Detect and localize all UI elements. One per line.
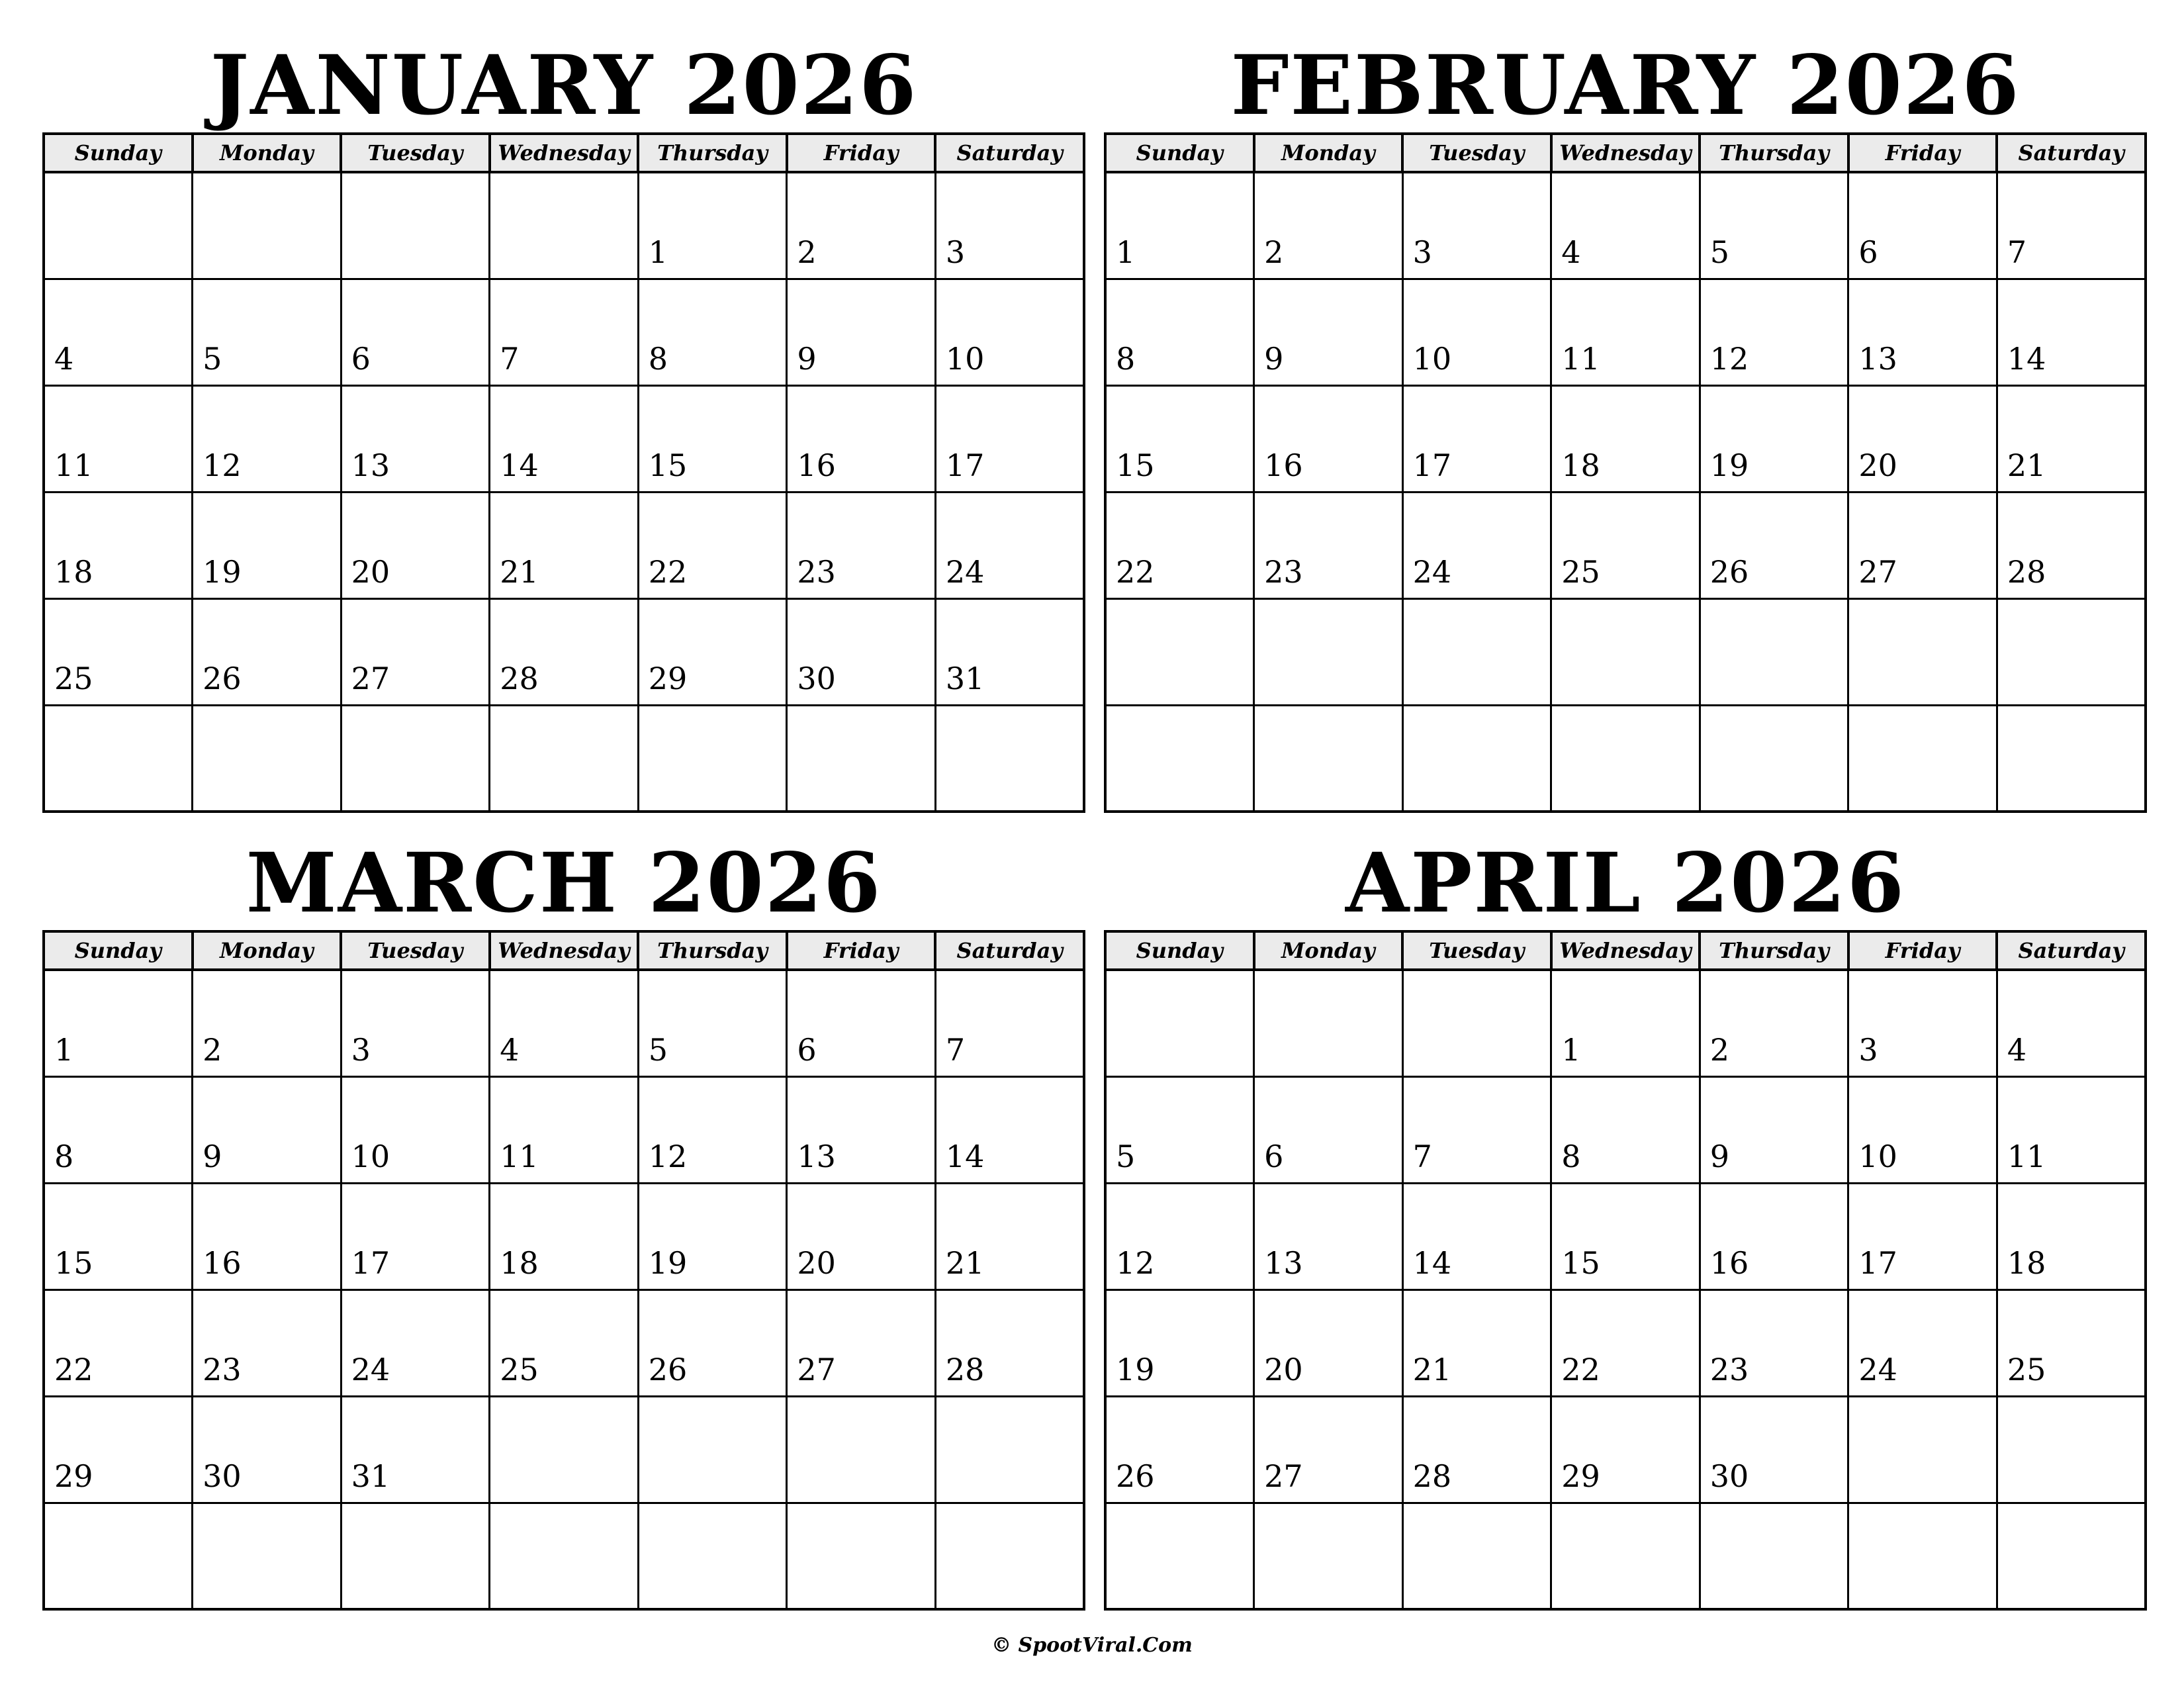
day-cell bbox=[787, 1503, 936, 1609]
day-cell: 12 bbox=[638, 1076, 787, 1183]
day-cell bbox=[787, 705, 936, 812]
day-cell bbox=[44, 705, 193, 812]
weekday-label-thursday: Thursday bbox=[638, 134, 787, 172]
day-cell bbox=[1254, 598, 1403, 705]
week-row bbox=[44, 1396, 1084, 1503]
day-cell: 24 bbox=[935, 492, 1084, 598]
day-cell bbox=[193, 172, 341, 279]
day-cell: 22 bbox=[44, 1289, 193, 1396]
day-cell: 10 bbox=[341, 1076, 490, 1183]
day-cell: 4 bbox=[1551, 172, 1700, 279]
day-cell: 5 bbox=[1700, 172, 1848, 279]
day-cell: 22 bbox=[1105, 492, 1254, 598]
day-cell: 1 bbox=[44, 970, 193, 1076]
week-row bbox=[1105, 385, 2146, 492]
day-cell bbox=[341, 705, 490, 812]
day-cell: 28 bbox=[1997, 492, 2146, 598]
day-cell: 1 bbox=[638, 172, 787, 279]
day-cell: 13 bbox=[1848, 279, 1997, 385]
day-cell: 7 bbox=[1402, 1076, 1551, 1183]
weekday-label-tuesday: Tuesday bbox=[341, 134, 490, 172]
day-cell: 14 bbox=[935, 1076, 1084, 1183]
day-cell: 20 bbox=[787, 1183, 936, 1289]
weekday-label-monday: Monday bbox=[1254, 931, 1403, 970]
week-row bbox=[1105, 705, 2146, 812]
calendar-body bbox=[44, 970, 1084, 1609]
weekday-label-thursday: Thursday bbox=[1700, 134, 1848, 172]
weekday-label-sunday: Sunday bbox=[44, 134, 193, 172]
day-cell: 16 bbox=[787, 385, 936, 492]
week-row bbox=[1105, 1396, 2146, 1503]
day-cell: 11 bbox=[1997, 1076, 2146, 1183]
day-cell bbox=[490, 172, 639, 279]
day-cell bbox=[1700, 1503, 1848, 1609]
day-cell: 11 bbox=[44, 385, 193, 492]
day-cell: 26 bbox=[1105, 1396, 1254, 1503]
day-cell: 4 bbox=[44, 279, 193, 385]
month-january bbox=[42, 7, 1085, 813]
weekday-label-monday: Monday bbox=[1254, 134, 1403, 172]
day-cell: 13 bbox=[1254, 1183, 1403, 1289]
weekday-label-saturday: Saturday bbox=[935, 931, 1084, 970]
day-cell: 28 bbox=[1402, 1396, 1551, 1503]
day-cell: 16 bbox=[1254, 385, 1403, 492]
day-cell bbox=[1848, 598, 1997, 705]
day-cell bbox=[490, 1503, 639, 1609]
day-cell: 31 bbox=[341, 1396, 490, 1503]
day-cell: 10 bbox=[1848, 1076, 1997, 1183]
weekday-label-monday: Monday bbox=[193, 134, 341, 172]
day-cell bbox=[1402, 598, 1551, 705]
day-cell: 25 bbox=[490, 1289, 639, 1396]
day-cell: 14 bbox=[1997, 279, 2146, 385]
day-cell: 17 bbox=[1402, 385, 1551, 492]
day-cell: 17 bbox=[341, 1183, 490, 1289]
day-cell bbox=[1402, 970, 1551, 1076]
day-cell: 19 bbox=[1105, 1289, 1254, 1396]
day-cell: 7 bbox=[1997, 172, 2146, 279]
day-cell bbox=[638, 1503, 787, 1609]
day-cell: 31 bbox=[935, 598, 1084, 705]
weekday-label-wednesday: Wednesday bbox=[1551, 134, 1700, 172]
day-cell bbox=[1551, 1503, 1700, 1609]
day-cell: 6 bbox=[1254, 1076, 1403, 1183]
day-cell bbox=[1551, 598, 1700, 705]
weekday-label-sunday: Sunday bbox=[1105, 931, 1254, 970]
week-row bbox=[44, 172, 1084, 279]
day-cell: 12 bbox=[1700, 279, 1848, 385]
day-cell: 29 bbox=[1551, 1396, 1700, 1503]
day-cell: 5 bbox=[638, 970, 787, 1076]
day-cell: 22 bbox=[638, 492, 787, 598]
day-cell: 9 bbox=[1254, 279, 1403, 385]
day-cell: 18 bbox=[490, 1183, 639, 1289]
day-cell: 25 bbox=[1997, 1289, 2146, 1396]
day-cell: 27 bbox=[787, 1289, 936, 1396]
week-row bbox=[44, 705, 1084, 812]
week-row bbox=[1105, 1289, 2146, 1396]
weekday-label-thursday: Thursday bbox=[638, 931, 787, 970]
week-row bbox=[44, 1183, 1084, 1289]
day-cell bbox=[1997, 1503, 2146, 1609]
day-cell bbox=[638, 1396, 787, 1503]
calendar-grid bbox=[1104, 930, 2147, 1611]
weekday-header-row bbox=[44, 134, 1084, 172]
day-cell bbox=[935, 705, 1084, 812]
day-cell: 2 bbox=[1254, 172, 1403, 279]
calendar-body bbox=[1105, 172, 2146, 812]
day-cell: 14 bbox=[1402, 1183, 1551, 1289]
day-cell: 26 bbox=[638, 1289, 787, 1396]
day-cell: 27 bbox=[341, 598, 490, 705]
week-row bbox=[44, 598, 1084, 705]
day-cell: 22 bbox=[1551, 1289, 1700, 1396]
day-cell: 25 bbox=[44, 598, 193, 705]
day-cell bbox=[1105, 705, 1254, 812]
day-cell: 23 bbox=[193, 1289, 341, 1396]
day-cell: 15 bbox=[1105, 385, 1254, 492]
week-row bbox=[1105, 172, 2146, 279]
month-title: JANUARY 2026 bbox=[210, 38, 918, 134]
day-cell bbox=[44, 172, 193, 279]
day-cell bbox=[1997, 1396, 2146, 1503]
weekday-header-row bbox=[1105, 931, 2146, 970]
day-cell: 9 bbox=[787, 279, 936, 385]
day-cell bbox=[1254, 1503, 1403, 1609]
day-cell: 18 bbox=[1551, 385, 1700, 492]
day-cell: 2 bbox=[787, 172, 936, 279]
day-cell: 6 bbox=[787, 970, 936, 1076]
week-row bbox=[1105, 1503, 2146, 1609]
day-cell bbox=[1254, 970, 1403, 1076]
day-cell: 30 bbox=[193, 1396, 341, 1503]
day-cell: 5 bbox=[193, 279, 341, 385]
day-cell bbox=[1848, 1396, 1997, 1503]
day-cell: 20 bbox=[341, 492, 490, 598]
day-cell bbox=[1551, 705, 1700, 812]
weekday-label-sunday: Sunday bbox=[1105, 134, 1254, 172]
weekday-label-wednesday: Wednesday bbox=[490, 931, 639, 970]
calendar-grid bbox=[42, 930, 1085, 1611]
weekday-label-friday: Friday bbox=[787, 134, 936, 172]
week-row bbox=[44, 492, 1084, 598]
weekday-header-row bbox=[44, 931, 1084, 970]
day-cell bbox=[1105, 1503, 1254, 1609]
day-cell: 18 bbox=[44, 492, 193, 598]
day-cell: 27 bbox=[1254, 1396, 1403, 1503]
day-cell: 21 bbox=[490, 492, 639, 598]
day-cell bbox=[1254, 705, 1403, 812]
day-cell: 11 bbox=[490, 1076, 639, 1183]
day-cell: 29 bbox=[44, 1396, 193, 1503]
day-cell: 29 bbox=[638, 598, 787, 705]
weekday-label-thursday: Thursday bbox=[1700, 931, 1848, 970]
weekday-label-tuesday: Tuesday bbox=[341, 931, 490, 970]
day-cell: 20 bbox=[1848, 385, 1997, 492]
day-cell: 11 bbox=[1551, 279, 1700, 385]
day-cell bbox=[787, 1396, 936, 1503]
day-cell: 3 bbox=[935, 172, 1084, 279]
week-row bbox=[1105, 492, 2146, 598]
week-row bbox=[44, 1289, 1084, 1396]
day-cell: 5 bbox=[1105, 1076, 1254, 1183]
day-cell: 27 bbox=[1848, 492, 1997, 598]
week-row bbox=[1105, 970, 2146, 1076]
week-row bbox=[44, 970, 1084, 1076]
day-cell: 9 bbox=[1700, 1076, 1848, 1183]
calendar-grid bbox=[1104, 132, 2147, 813]
day-cell: 21 bbox=[1402, 1289, 1551, 1396]
day-cell: 25 bbox=[1551, 492, 1700, 598]
day-cell: 19 bbox=[638, 1183, 787, 1289]
day-cell: 15 bbox=[638, 385, 787, 492]
day-cell bbox=[935, 1396, 1084, 1503]
day-cell: 10 bbox=[935, 279, 1084, 385]
day-cell bbox=[935, 1503, 1084, 1609]
day-cell bbox=[1402, 1503, 1551, 1609]
weekday-label-saturday: Saturday bbox=[1997, 134, 2146, 172]
day-cell: 7 bbox=[935, 970, 1084, 1076]
day-cell bbox=[1105, 970, 1254, 1076]
day-cell: 21 bbox=[1997, 385, 2146, 492]
day-cell: 24 bbox=[1402, 492, 1551, 598]
day-cell bbox=[1997, 598, 2146, 705]
week-row bbox=[1105, 598, 2146, 705]
day-cell: 19 bbox=[1700, 385, 1848, 492]
day-cell bbox=[638, 705, 787, 812]
day-cell: 3 bbox=[1402, 172, 1551, 279]
day-cell: 19 bbox=[193, 492, 341, 598]
day-cell: 12 bbox=[1105, 1183, 1254, 1289]
weekday-label-monday: Monday bbox=[193, 931, 341, 970]
day-cell bbox=[490, 1396, 639, 1503]
day-cell: 24 bbox=[1848, 1289, 1997, 1396]
week-row bbox=[44, 385, 1084, 492]
day-cell: 23 bbox=[1700, 1289, 1848, 1396]
day-cell bbox=[490, 705, 639, 812]
day-cell: 23 bbox=[1254, 492, 1403, 598]
day-cell: 13 bbox=[787, 1076, 936, 1183]
day-cell: 14 bbox=[490, 385, 639, 492]
day-cell bbox=[1105, 598, 1254, 705]
day-cell: 15 bbox=[1551, 1183, 1700, 1289]
day-cell: 13 bbox=[341, 385, 490, 492]
month-title: MARCH 2026 bbox=[246, 835, 882, 931]
day-cell: 20 bbox=[1254, 1289, 1403, 1396]
day-cell: 1 bbox=[1551, 970, 1700, 1076]
weekday-label-friday: Friday bbox=[1848, 134, 1997, 172]
weekday-label-sunday: Sunday bbox=[44, 931, 193, 970]
day-cell: 8 bbox=[638, 279, 787, 385]
day-cell: 2 bbox=[1700, 970, 1848, 1076]
month-april bbox=[1104, 804, 2147, 1611]
day-cell bbox=[44, 1503, 193, 1609]
day-cell: 26 bbox=[1700, 492, 1848, 598]
day-cell bbox=[1848, 705, 1997, 812]
day-cell: 10 bbox=[1402, 279, 1551, 385]
week-row bbox=[44, 1503, 1084, 1609]
day-cell: 7 bbox=[490, 279, 639, 385]
day-cell bbox=[341, 1503, 490, 1609]
week-row bbox=[44, 279, 1084, 385]
week-row bbox=[1105, 279, 2146, 385]
calendar-body bbox=[44, 172, 1084, 812]
weekday-label-friday: Friday bbox=[787, 931, 936, 970]
day-cell bbox=[1848, 1503, 1997, 1609]
day-cell bbox=[1997, 705, 2146, 812]
day-cell: 28 bbox=[935, 1289, 1084, 1396]
day-cell: 8 bbox=[1105, 279, 1254, 385]
day-cell: 8 bbox=[1551, 1076, 1700, 1183]
day-cell bbox=[341, 172, 490, 279]
day-cell: 12 bbox=[193, 385, 341, 492]
weekday-label-saturday: Saturday bbox=[1997, 931, 2146, 970]
month-march bbox=[42, 804, 1085, 1611]
week-row bbox=[1105, 1076, 2146, 1183]
day-cell: 28 bbox=[490, 598, 639, 705]
day-cell: 15 bbox=[44, 1183, 193, 1289]
weekday-label-tuesday: Tuesday bbox=[1402, 134, 1551, 172]
month-february bbox=[1104, 7, 2147, 813]
week-row bbox=[1105, 1183, 2146, 1289]
day-cell: 4 bbox=[1997, 970, 2146, 1076]
weekday-label-friday: Friday bbox=[1848, 931, 1997, 970]
day-cell: 2 bbox=[193, 970, 341, 1076]
day-cell bbox=[193, 1503, 341, 1609]
day-cell: 9 bbox=[193, 1076, 341, 1183]
day-cell: 24 bbox=[341, 1289, 490, 1396]
day-cell: 23 bbox=[787, 492, 936, 598]
calendar-body bbox=[1105, 970, 2146, 1609]
day-cell: 17 bbox=[935, 385, 1084, 492]
weekday-label-wednesday: Wednesday bbox=[1551, 931, 1700, 970]
weekday-label-wednesday: Wednesday bbox=[490, 134, 639, 172]
day-cell: 6 bbox=[341, 279, 490, 385]
day-cell bbox=[1402, 705, 1551, 812]
day-cell: 30 bbox=[1700, 1396, 1848, 1503]
day-cell: 8 bbox=[44, 1076, 193, 1183]
day-cell: 18 bbox=[1997, 1183, 2146, 1289]
day-cell: 16 bbox=[193, 1183, 341, 1289]
day-cell: 4 bbox=[490, 970, 639, 1076]
weekday-label-saturday: Saturday bbox=[935, 134, 1084, 172]
weekday-label-tuesday: Tuesday bbox=[1402, 931, 1551, 970]
day-cell: 26 bbox=[193, 598, 341, 705]
day-cell: 3 bbox=[341, 970, 490, 1076]
day-cell: 1 bbox=[1105, 172, 1254, 279]
day-cell bbox=[1700, 705, 1848, 812]
day-cell: 17 bbox=[1848, 1183, 1997, 1289]
week-row bbox=[44, 1076, 1084, 1183]
day-cell bbox=[1700, 598, 1848, 705]
month-title: APRIL 2026 bbox=[1345, 835, 1905, 931]
day-cell bbox=[193, 705, 341, 812]
day-cell: 30 bbox=[787, 598, 936, 705]
copyright-footer: © SpootViral.Com bbox=[991, 1634, 1193, 1657]
day-cell: 6 bbox=[1848, 172, 1997, 279]
weekday-header-row bbox=[1105, 134, 2146, 172]
calendar-grid bbox=[42, 132, 1085, 813]
month-title: FEBRUARY 2026 bbox=[1230, 38, 2021, 134]
day-cell: 16 bbox=[1700, 1183, 1848, 1289]
day-cell: 3 bbox=[1848, 970, 1997, 1076]
day-cell: 21 bbox=[935, 1183, 1084, 1289]
